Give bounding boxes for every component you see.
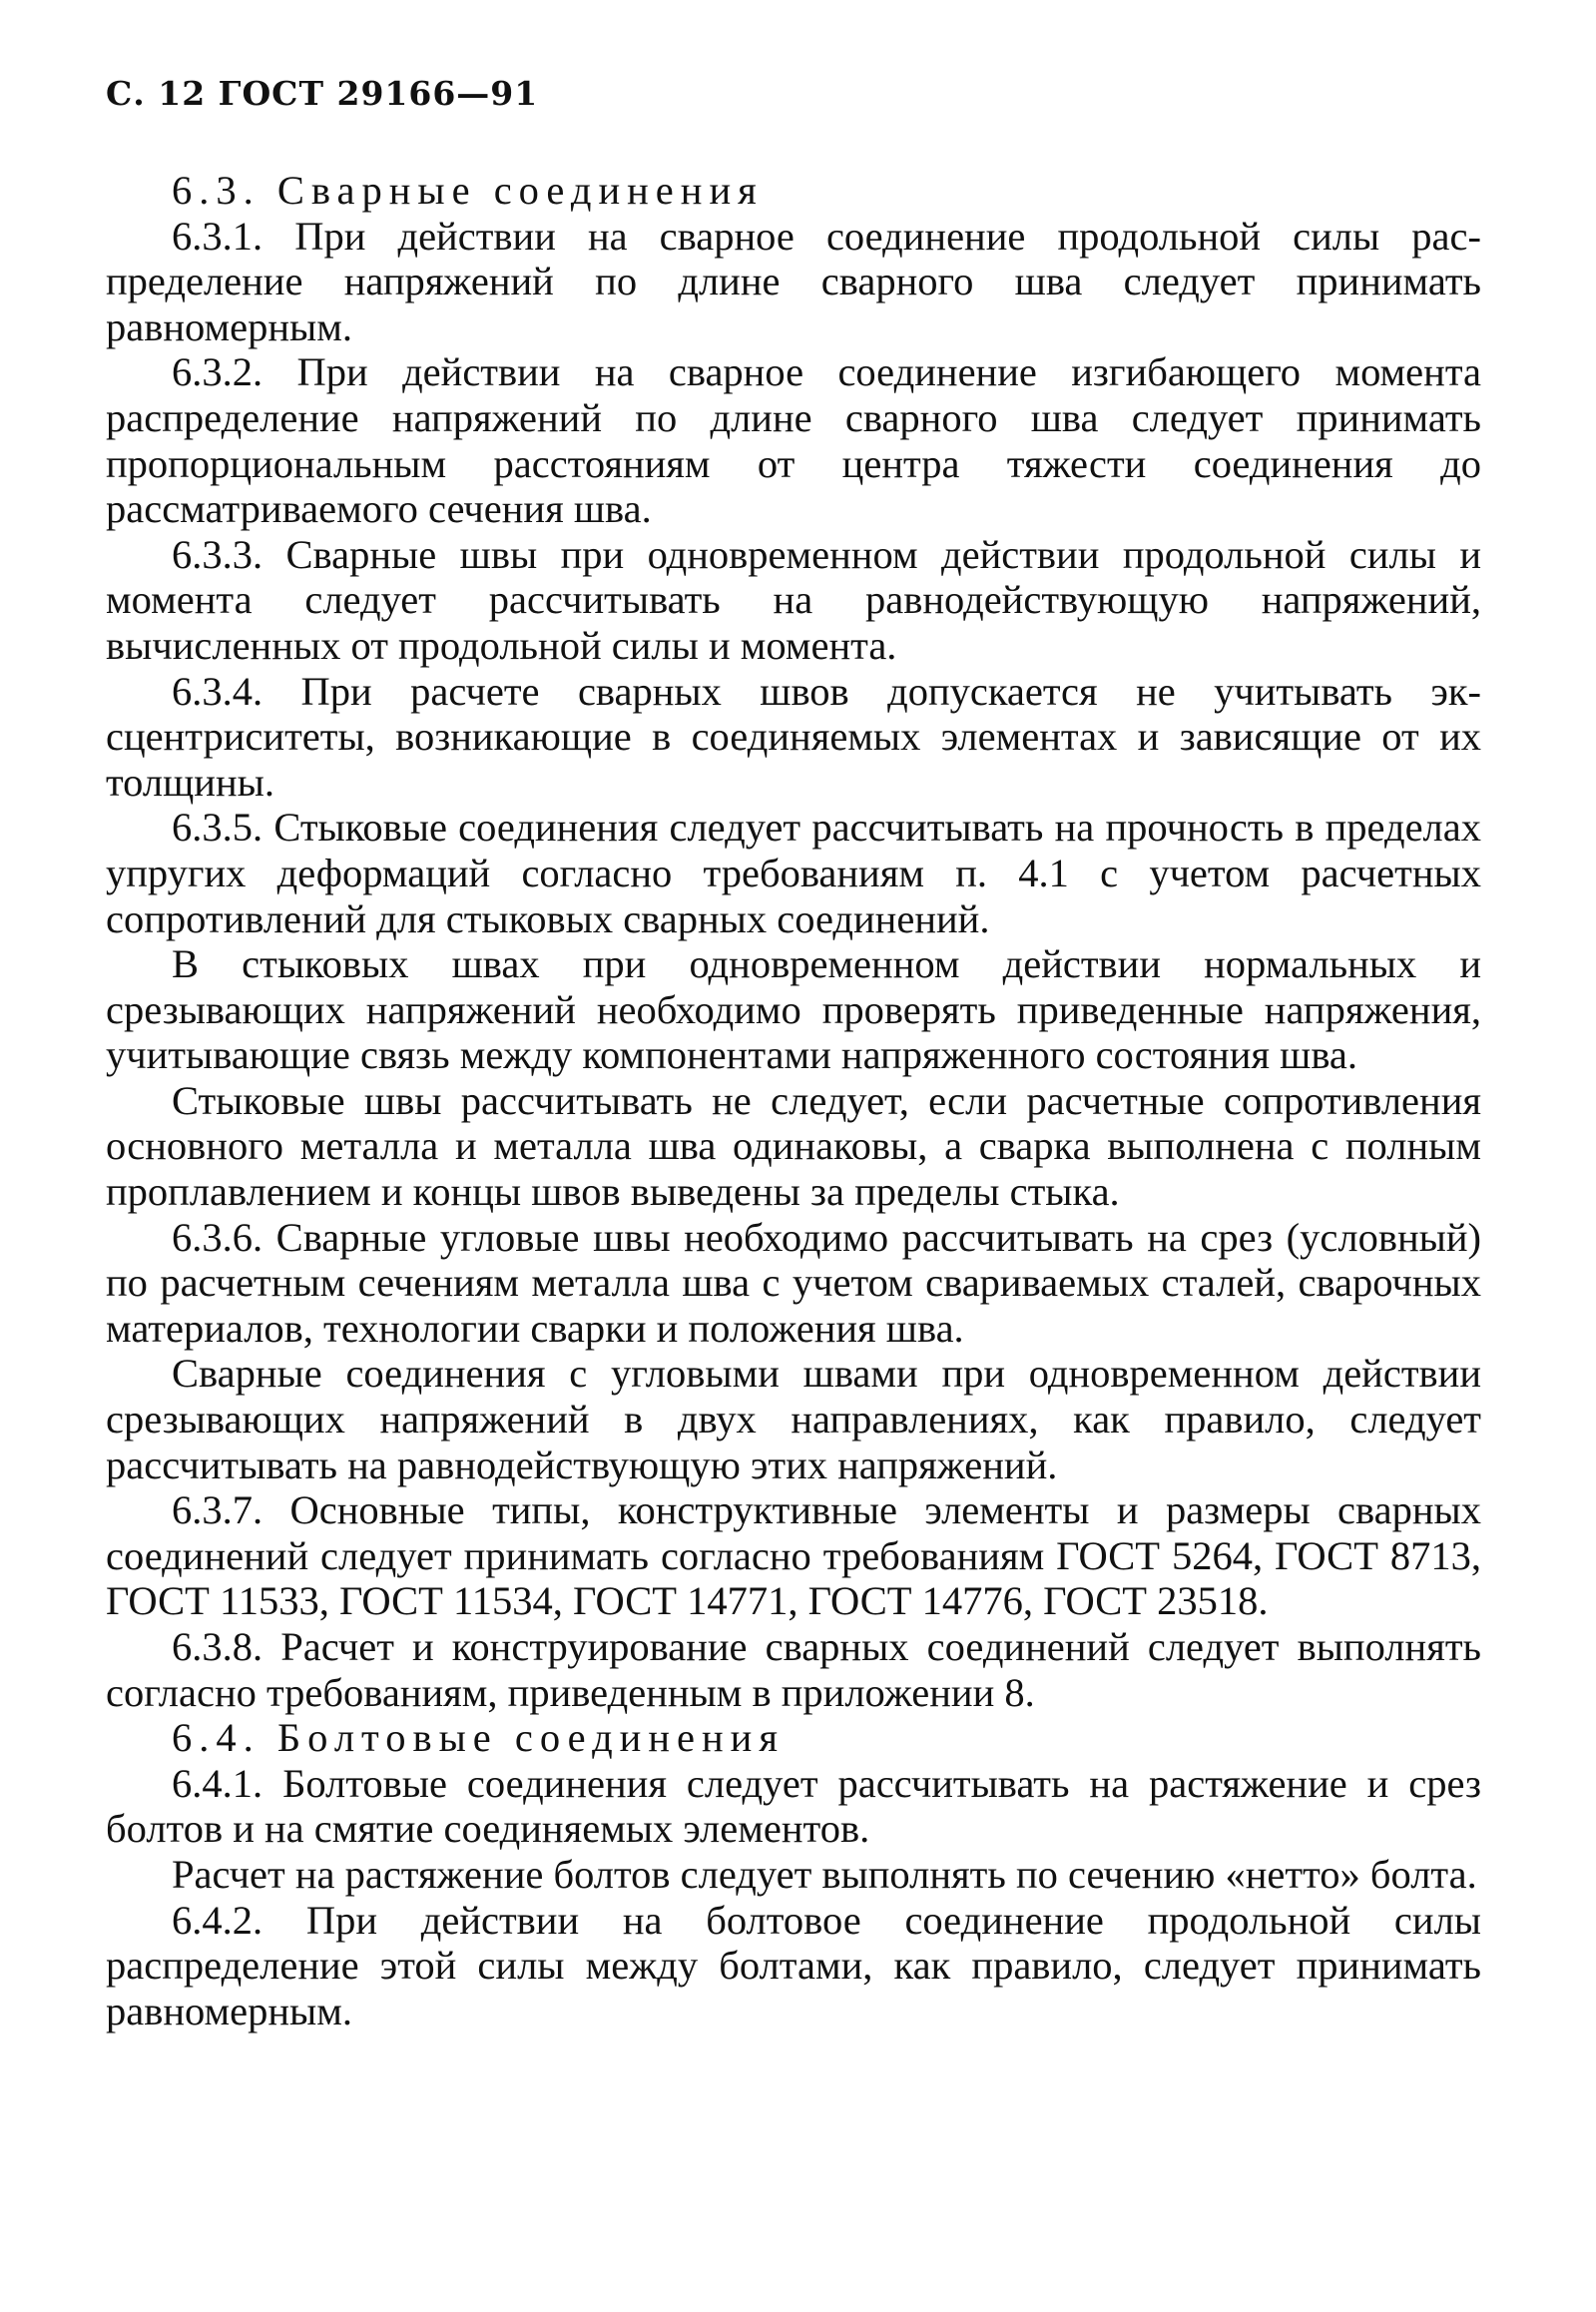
paragraph-butt-welds-stress: В стыковых швах при одновременном действии нормальных и срезывающих напряжений необходимо проверять приведенные напряжения, учитывающие связь между компонентами напряженного состояния шва. xyxy=(106,941,1481,1078)
paragraph-bolt-tension: Расчет на растяжение болтов следует выполнять по сечению «нетто» болта. xyxy=(172,1851,1477,1897)
page-header: С. 12 ГОСТ 29166—91 xyxy=(106,74,539,113)
paragraph-fillet-welds: Сварные соединения с угловыми швами при одновременном действии срезывающих напряжений в двух направлениях, как правило, следует рассчитывать на равнодействующую этих напряжений. xyxy=(106,1351,1481,1487)
section-heading-6-3: 6.3. Сварные соединения xyxy=(172,168,764,213)
document-body xyxy=(106,168,1481,2033)
clause-6-3-6: 6.3.6. Сварные угловые швы необходимо рассчитывать на срез (условный) по расчетным сечениям металла шва с учетом свариваемых сталей, сварочных материалов, технологии сварки и положения шва. xyxy=(106,1214,1481,1351)
clause-6-4-1: 6.4.1. Болтовые соединения следует рассчитывать на растяжение и срез болтов и на смятие соединяемых элементов. xyxy=(106,1760,1481,1852)
clause-6-3-3: 6.3.3. Сварные швы при одновременном действии продольной силы и момента следует рассчитывать на равнодействующую напряжений, вычисленных от продольной силы и момента. xyxy=(106,531,1481,668)
clause-6-3-5: 6.3.5. Стыковые соединения следует рассчитывать на прочность в пределах упругих деформаций согласно требованиям п. 4.1 с учетом расчетных сопротивлений для стыковых сварных соединений. xyxy=(106,805,1481,941)
clause-6-3-8: 6.3.8. Расчет и конструирование сварных соединений следует выполнять согласно требованиям, приведенным в приложении 8. xyxy=(106,1624,1481,1715)
clause-6-3-4: 6.3.4. При расчете сварных швов допускается не учитывать эксцентриситеты, возникающие в соединяемых элементах и зависящие от их толщины. xyxy=(106,668,1481,805)
paragraph-butt-welds-exemption: Стыковые швы рассчитывать не следует, если расчетные сопротивления основного металла и металла шва одинаковы, а сварка выполнена с полным проплавлением и концы швов выведены за пределы стыка. xyxy=(106,1077,1481,1215)
clause-6-3-7: 6.3.7. Основные типы, конструктивные элементы и размеры сварных соединений следует принимать согласно требованиям ГОСТ 5264, ГОСТ 8713, ГОСТ 11533, ГОСТ 11534, ГОСТ 14771, ГОСТ 14776, ГОСТ 23518. xyxy=(106,1487,1481,1624)
section-heading-6-4: 6.4. Болтовые соединения xyxy=(172,1715,785,1761)
clause-6-4-2: 6.4.2. При действии на болтовое соединение продольной силы распределение этой силы между болтами, как правило, следует принимать равномерным. xyxy=(106,1897,1481,2033)
clause-6-3-2: 6.3.2. При действии на сварное соединение изгибающего момента распределение напряжений по длине сварного шва следует принимать пропорциональным расстояниям от центра тяжести соединения до рассматриваемого сечения шва. xyxy=(106,349,1481,532)
clause-6-3-1: 6.3.1. При действии на сварное соединение продольной силы распределение напряжений по длине сварного шва следует принимать равномерным. xyxy=(106,213,1481,349)
